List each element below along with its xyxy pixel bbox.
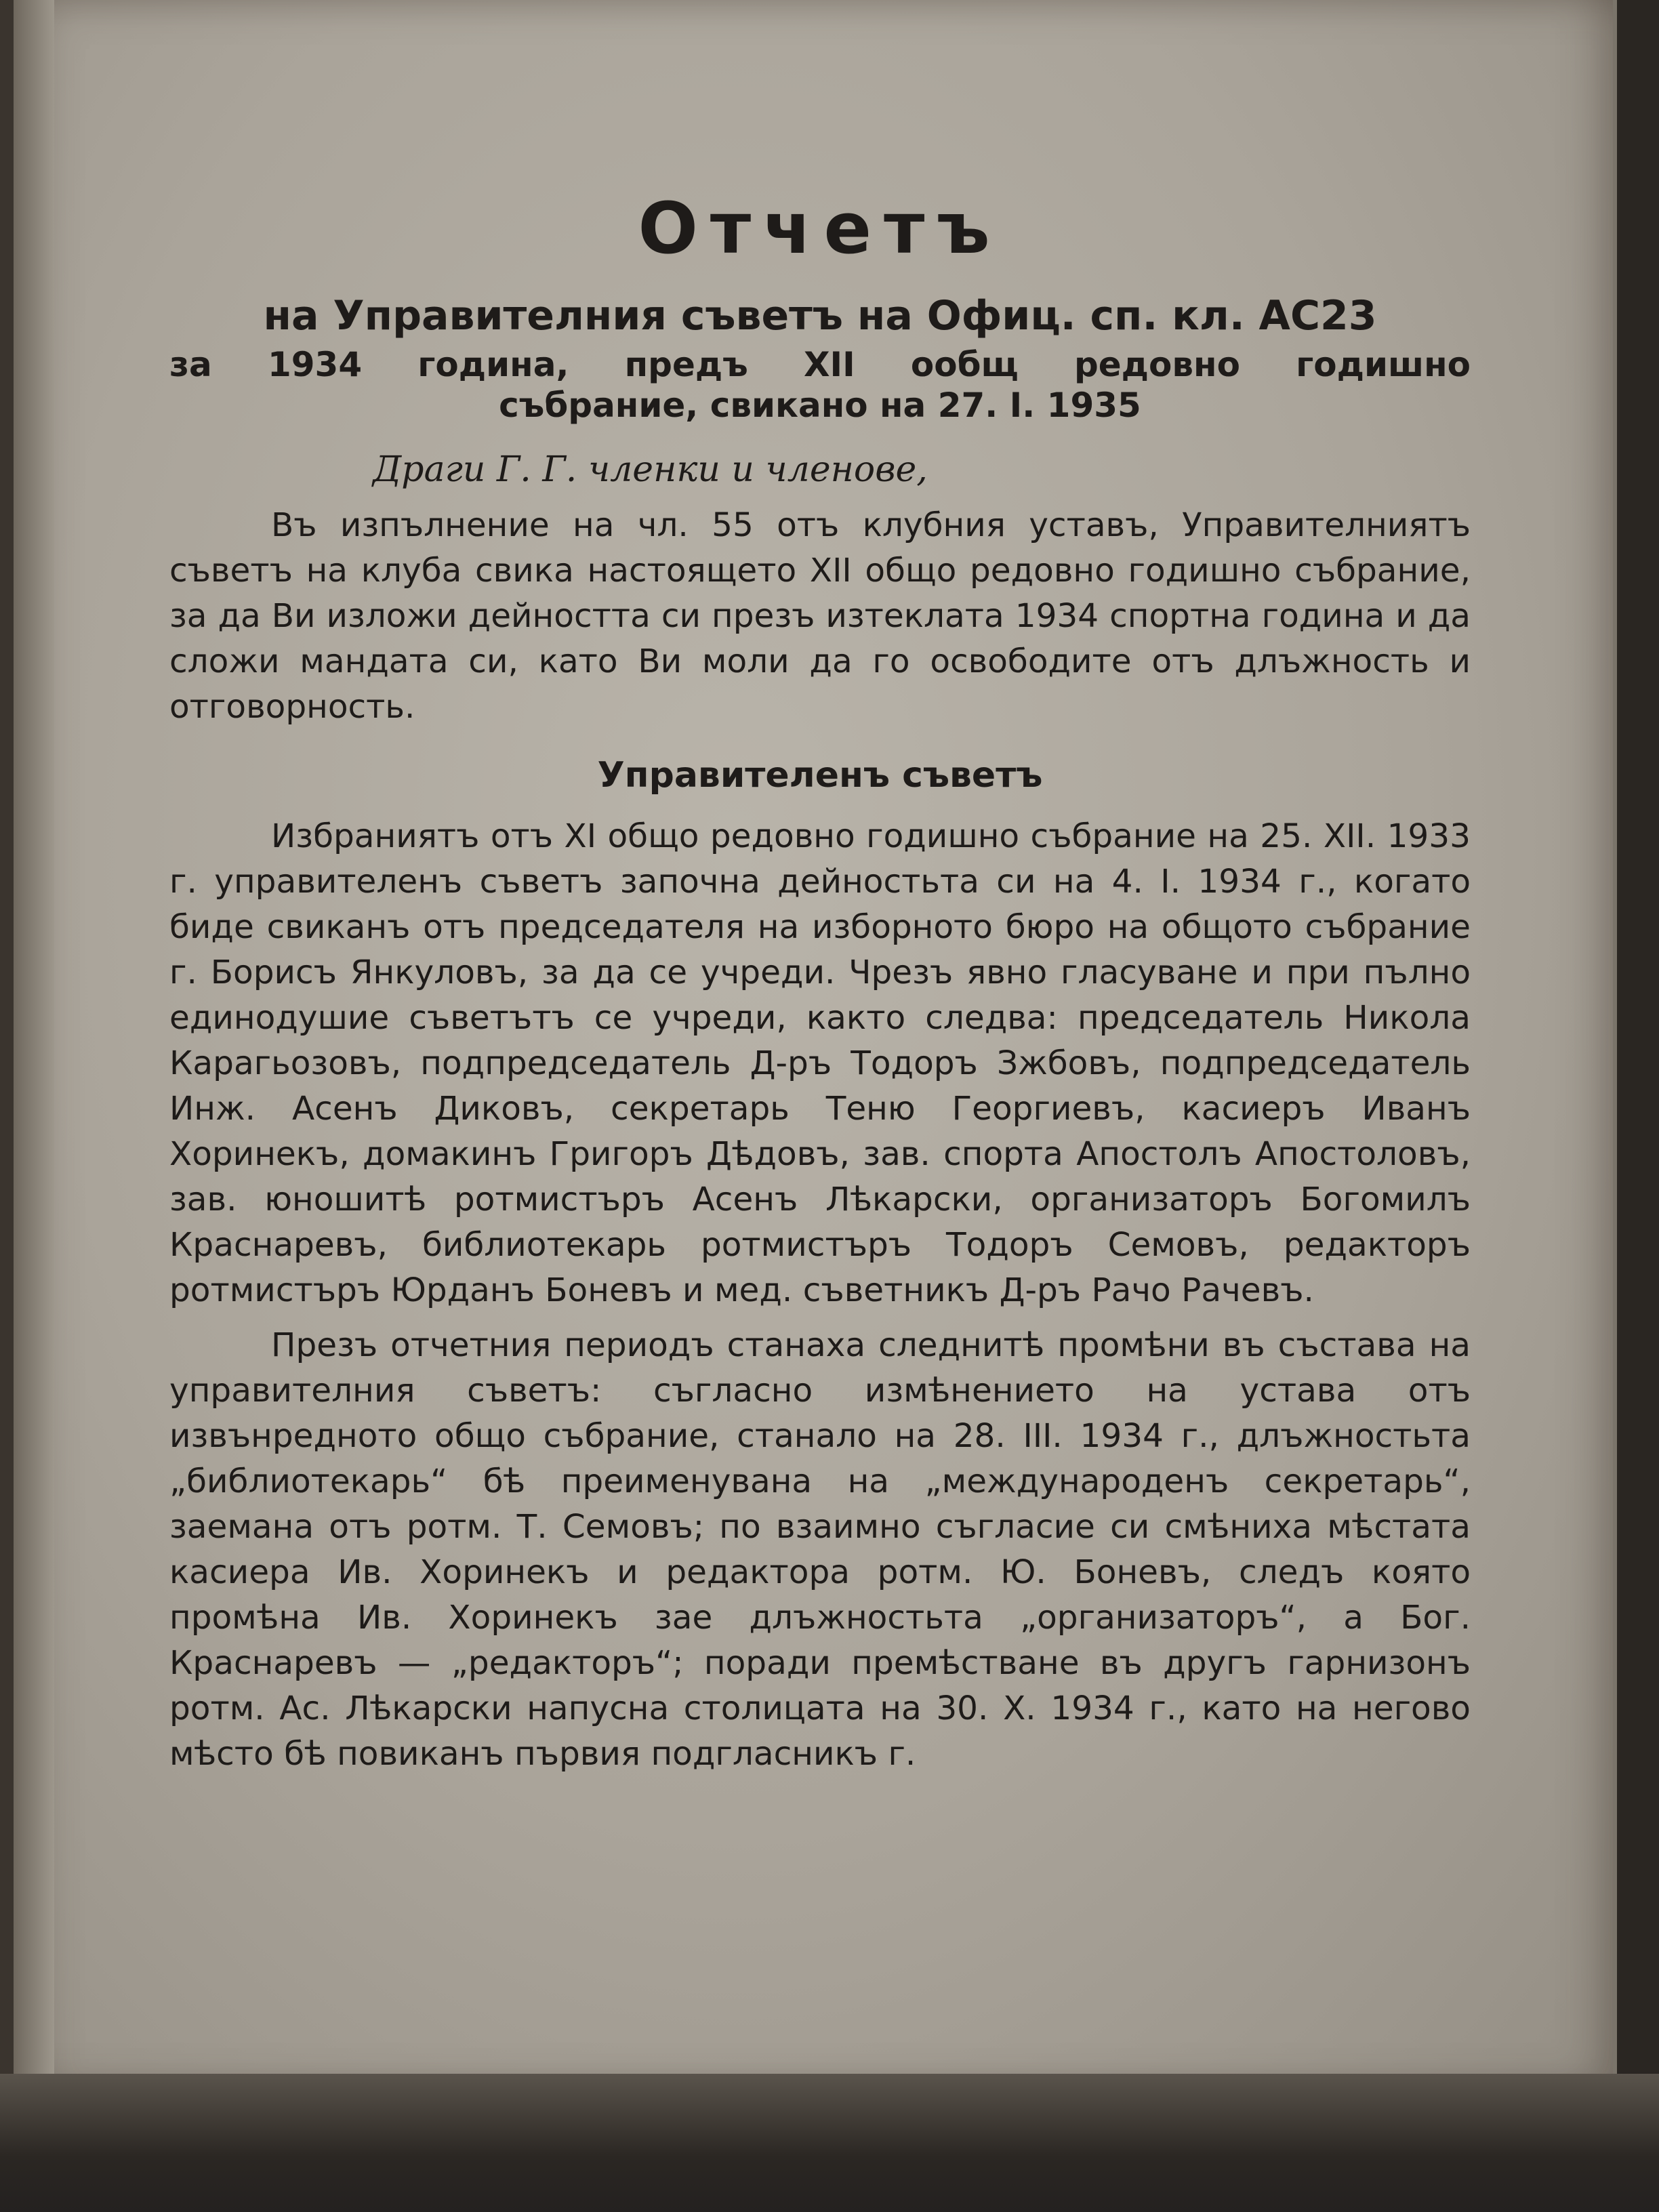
- intro-paragraph: Въ изпълнение на чл. 55 отъ клубния уставъ, Управителниятъ съветъ на клуба свика настоящето XII общо редовно годишно събрание, за да Ви изложи дейността си презъ изтеклата 1934 спортна година и да сложи мандата си, като Ви моли да го освободите отъ длъжность и отговорность.: [169, 506, 1471, 726]
- report-title: Отчетъ: [638, 187, 1002, 270]
- book-binding: [14, 0, 54, 2108]
- page-text: [169, 187, 1471, 1777]
- book-page: [14, 0, 1617, 2108]
- section-heading: Управителенъ съветъ: [597, 754, 1043, 796]
- section-paragraph-1: Избраниятъ отъ XI общо редовно годишно събрание на 25. XII. 1933 г. управителенъ съветъ започна дейностьта си на 4. I. 1934 г., когато биде свиканъ отъ председателя на изборното бюро на общото събрание г. Борисъ Янкуловъ, за да се учреди. Чрезъ явно гласуване и при пълно единодушие съветътъ се учреди, както следва: председатель Никола Карагьозовъ, подпредседатель Д-ръ Тодоръ Зжбовъ, подпредседатель Инж. Асенъ Диковъ, секретарь Теню Георгиевъ, касиеръ Иванъ Хоринекъ, домакинъ Григоръ Дѣдовъ, зав. спорта Апостолъ Апостоловъ, зав. юношитѣ ротмистъръ Асенъ Лѣкарски, организаторъ Богомилъ Краснаревъ, библиотекарь ротмистъръ Тодоръ Семовъ, редакторъ ротмистъръ Юрданъ Боневъ и мед. съветникъ Д-ръ Рачо Рачевъ.: [169, 817, 1471, 1310]
- page-bottom-edge: [0, 2074, 1659, 2212]
- salutation: Драги Г. Г. членки и членове,: [373, 449, 928, 491]
- report-subtitle-year: за 1934 година, предъ XII ообщ редовно годишно: [169, 345, 1471, 385]
- report-subtitle-date: събрание, свикано на 27. I. 1935: [499, 386, 1141, 426]
- report-subtitle: на Управителния съветъ на Офиц. сп. кл. АС23: [263, 292, 1377, 340]
- section-paragraph-2: Презъ отчетния периодъ станаха следнитѣ промѣни въ състава на управителния съветъ: съгласно измѣнението на устава отъ извънредното общо събрание, станало на 28. III. 1934 г., длъжностьта „библиотекарь“ бѣ преименувана на „международенъ секретарь“, заемана отъ ротм. Т. Семовъ; по взаимно съгласие си смѣниха мѣстата касиера Ив. Хоринекъ и редактора ротм. Ю. Боневъ, следъ която промѣна Ив. Хоринекъ зае длъжностьта „организаторъ“, а Бог. Краснаревъ — „редакторъ“; поради премѣстване въ другъ гарнизонъ ротм. Ас. Лѣкарски напусна столицата на 30. X. 1934 г., като на негово мѣсто бѣ повиканъ първия подгласникъ г.: [169, 1326, 1471, 1774]
